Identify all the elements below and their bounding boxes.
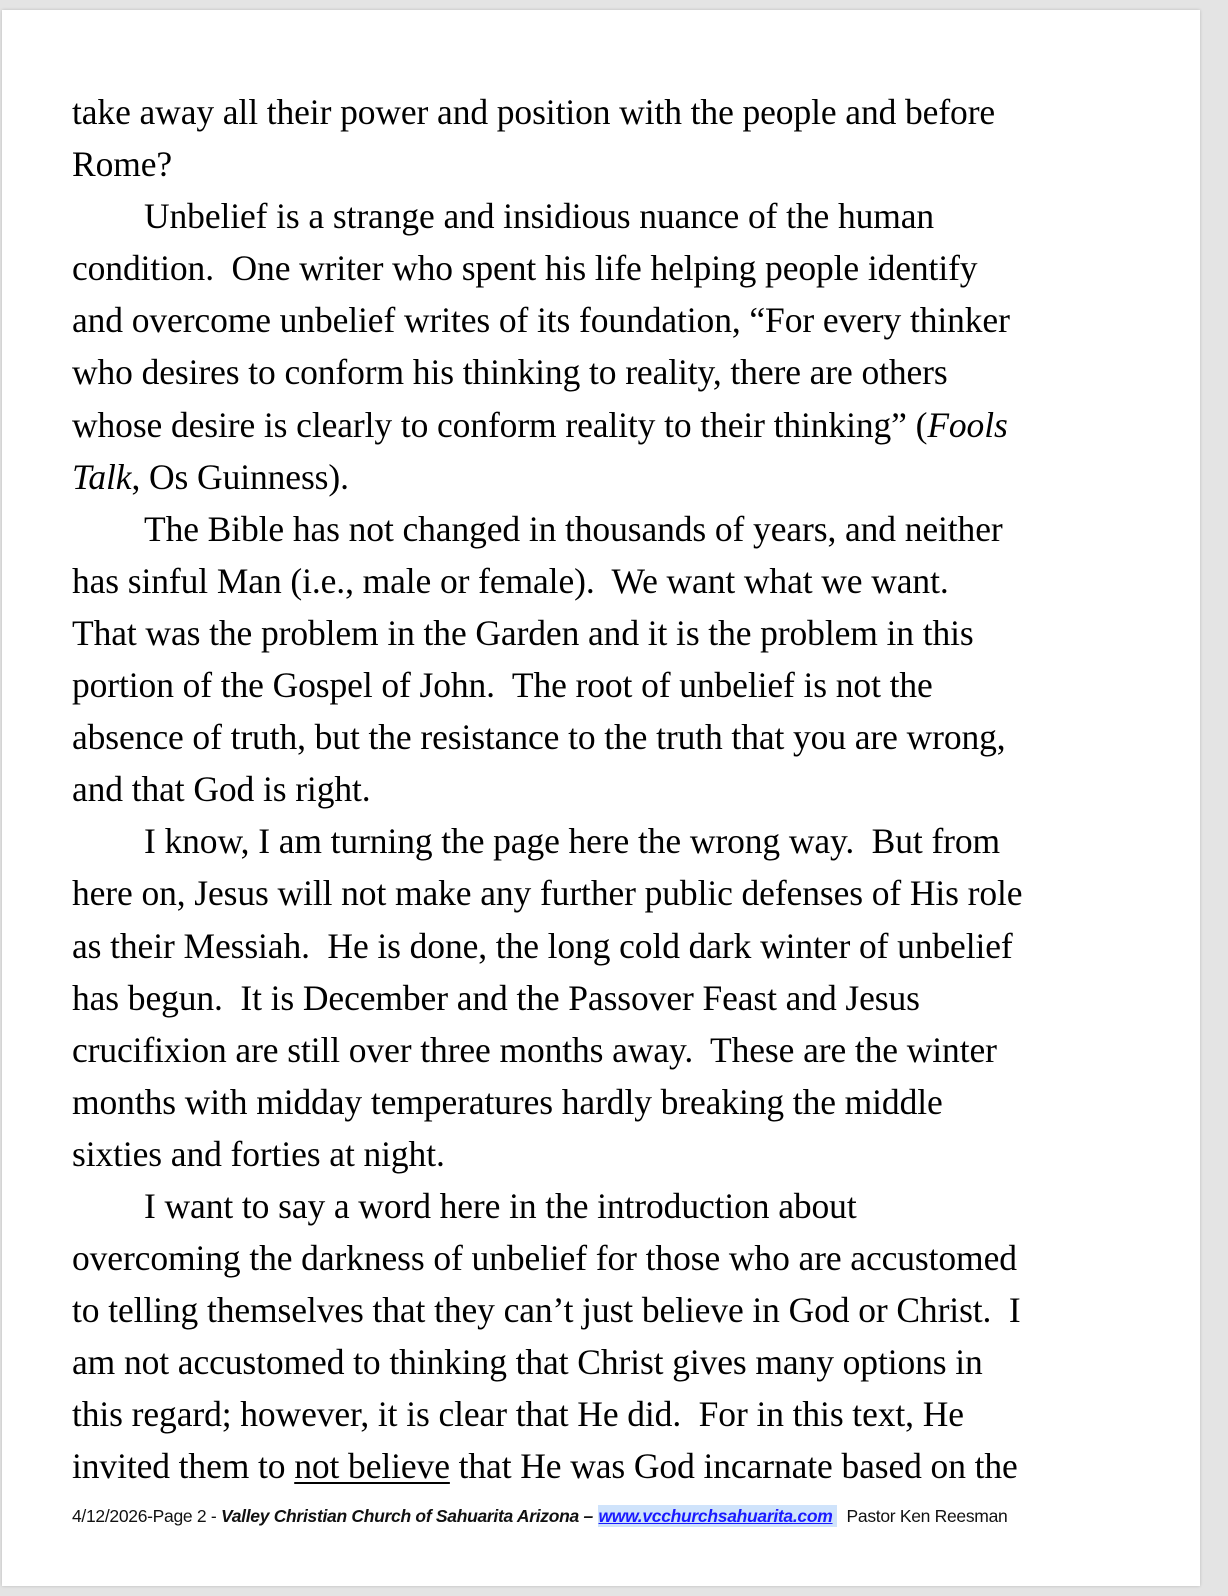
- text-run: who desires to conform his thinking to reality, there are others: [72, 352, 948, 393]
- text-line: [72, 555, 1162, 607]
- text-line: [72, 451, 1162, 503]
- text-line: [72, 294, 1162, 346]
- text-line: [72, 242, 1162, 294]
- underlined-text: not believe: [294, 1446, 450, 1487]
- text-run: The Bible has not changed in thousands of years, and neither: [144, 508, 1003, 549]
- text-line: [72, 86, 1162, 138]
- text-line: [72, 815, 1162, 867]
- text-line: [72, 607, 1162, 659]
- text-run: sixties and forties at night.: [72, 1133, 445, 1174]
- text-run: I know, I am turning the page here the wrong way. But from: [144, 821, 1001, 862]
- text-run: to telling themselves that they can’t just believe in God or Christ. I: [72, 1290, 1021, 1331]
- italic-text: Fools: [927, 404, 1008, 445]
- text-run: whose desire is clearly to conform reality to their thinking” (: [72, 404, 928, 445]
- text-line: [72, 1024, 1162, 1076]
- text-run: and that God is right.: [72, 769, 371, 810]
- text-line: [72, 190, 1162, 242]
- text-run: I want to say a word here in the introduction about: [144, 1185, 857, 1226]
- text-line: [72, 711, 1162, 763]
- text-run: take away all their power and position with the people and before: [72, 92, 996, 132]
- document-body: [72, 86, 1162, 1493]
- text-run: here on, Jesus will not make any further public defenses of His role: [72, 873, 1023, 914]
- text-run: this regard; however, it is clear that He did. For in this text, He: [72, 1394, 964, 1435]
- text-run: has sinful Man (i.e., male or female). We want what we want.: [72, 560, 949, 601]
- text-run: months with midday temperatures hardly breaking the middle: [72, 1081, 943, 1122]
- text-run: as their Messiah. He is done, the long cold dark winter of unbelief: [72, 925, 1013, 966]
- text-line: [72, 763, 1162, 815]
- page-footer: [72, 1506, 1007, 1527]
- text-line: [72, 503, 1162, 555]
- text-run: , Os Guinness).: [131, 456, 349, 497]
- text-line: [72, 659, 1162, 711]
- footer-date-page: 4/12/2026-Page 2 -: [72, 1506, 221, 1526]
- text-line: [72, 346, 1162, 398]
- text-line: [72, 1128, 1162, 1180]
- text-line: [72, 1440, 1162, 1492]
- text-line: [72, 1232, 1162, 1284]
- text-run: Rome?: [72, 144, 173, 185]
- text-line: [72, 399, 1162, 451]
- text-line: [72, 138, 1162, 190]
- footer-church-name: Valley Christian Church of Sahuarita Arizona –: [221, 1506, 598, 1526]
- text-line: [72, 920, 1162, 972]
- text-run: absence of truth, but the resistance to the truth that you are wrong,: [72, 717, 1006, 758]
- footer-website-link[interactable]: www.vcchurchsahuarita.com: [598, 1505, 837, 1527]
- document-page: [2, 10, 1200, 1586]
- text-run: condition. One writer who spent his life helping people identify: [72, 248, 978, 289]
- text-run: portion of the Gospel of John. The root of unbelief is not the: [72, 665, 933, 706]
- italic-text: Talk: [72, 456, 132, 497]
- text-run: has begun. It is December and the Passover Feast and Jesus: [72, 977, 920, 1018]
- text-line: [72, 1336, 1162, 1388]
- text-run: Unbelief is a strange and insidious nuance of the human: [144, 196, 935, 237]
- text-run: invited them to: [72, 1446, 295, 1487]
- text-run: crucifixion are still over three months away. These are the winter: [72, 1029, 997, 1070]
- text-line: [72, 1388, 1162, 1440]
- text-run: That was the problem in the Garden and it is the problem in this: [72, 612, 974, 653]
- text-line: [72, 867, 1162, 919]
- text-line: [72, 972, 1162, 1024]
- text-line: [72, 1284, 1162, 1336]
- footer-pastor-name: Pastor Ken Reesman: [846, 1506, 1008, 1526]
- text-line: [72, 1180, 1162, 1232]
- text-run: am not accustomed to thinking that Christ gives many options in: [72, 1342, 983, 1383]
- text-run: overcoming the darkness of unbelief for those who are accustomed: [72, 1238, 1017, 1279]
- text-run: that He was God incarnate based on the: [449, 1446, 1018, 1487]
- text-run: and overcome unbelief writes of its foundation, “For every thinker: [72, 300, 1010, 341]
- text-line: [72, 1076, 1162, 1128]
